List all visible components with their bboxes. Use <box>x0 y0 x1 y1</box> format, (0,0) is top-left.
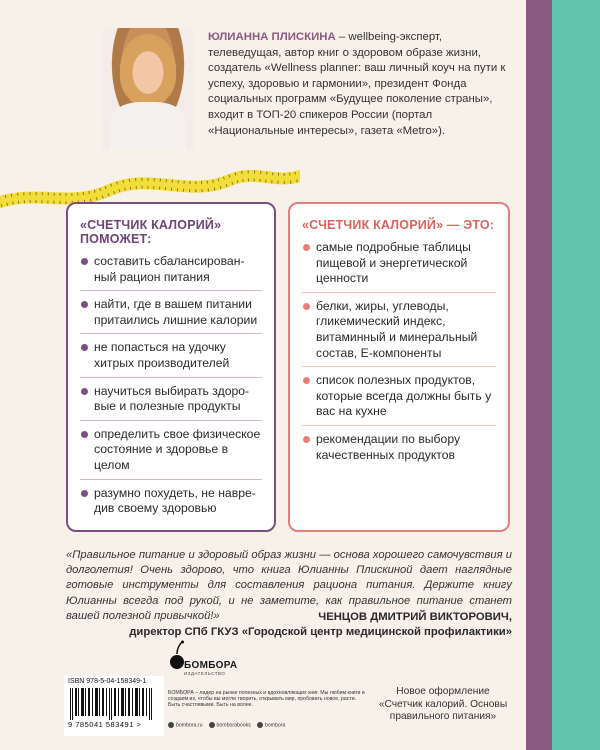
bombora-logo <box>168 640 238 680</box>
social-link-telegram[interactable] <box>257 722 285 728</box>
list-item: самые подробные таблицы пищевой и энергетической ценности <box>302 240 496 293</box>
isbn-text: ISBN 978-5-04-158349-1 <box>68 678 147 685</box>
telegram-icon <box>257 722 263 728</box>
social-link-label: bombora <box>264 722 286 729</box>
social-link-site[interactable] <box>168 722 203 728</box>
list-item: определить свое физическое состояние и здоровье в целом <box>80 427 262 480</box>
logo-name: БОМБОРА <box>184 660 238 671</box>
list-item: белки, жиры, углеводы, гликемический индекс, витаминный и минеральный состав, Е-компоненты <box>302 299 496 367</box>
edition-note: Новое оформление «Счетчик калорий. Основы правильного питания» <box>378 686 508 723</box>
left-box-title: «СЧЕТЧИК КАЛОРИЙ» ПОМОЖЕТ: <box>80 218 222 246</box>
right-box-title: «СЧЕТЧИК КАЛОРИЙ» — ЭТО: <box>302 218 495 232</box>
publisher-description: БОМБОРА – лидер на рынке полезных и вдохновляющих книг. Мы любим книги и создаем их, чтобы вы могли творить, открывать мир, пробовать новое, расти. Быть счастливыми. Быть на волне. <box>168 690 365 709</box>
barcode-icon <box>68 688 160 720</box>
testimonial-signature <box>66 610 512 641</box>
signer-name: ЧЕНЦОВ ДМИТРИЙ ВИКТОРОВИЧ, <box>318 611 512 623</box>
author-photo-head <box>120 34 176 104</box>
list-item: рекомендации по выбору качественных продуктов <box>302 432 496 469</box>
list-item: не попасться на удочку хитрых производителей <box>80 340 262 377</box>
vk-icon <box>209 722 215 728</box>
logo-subtitle: ИЗДАТЕЛЬСТВО <box>184 671 226 676</box>
teal-stripe <box>552 0 600 750</box>
calorie-counter-helps-box <box>66 202 276 532</box>
author-photo-body <box>110 102 186 150</box>
author-bio <box>208 30 508 139</box>
calorie-counter-is-box <box>288 202 510 532</box>
social-link-label: bombora.ru <box>176 722 203 729</box>
list-item: разумно похудеть, не навредив своему здоровью <box>80 486 262 523</box>
list-item: научиться выбирать здоровые и полезные продукты <box>80 384 262 421</box>
globe-icon <box>168 722 174 728</box>
barcode <box>64 676 164 736</box>
signer-position: директор СПб ГКУЗ «Городской центр медицинской профилактики» <box>129 626 512 639</box>
testimonial-quote: «Правильное питание и здоровый образ жизни — основа хорошего самочувствия и долголетия! Очень здорово, что книга Юлианны Плискиной дает наглядные готовые инструменты для составления рациона питания. Держите книгу Юлианны всегда под рукой, и не заметите, как правильное питание станет вашей полезной привычкой!» <box>66 549 512 622</box>
list-item: найти, где в вашем питании притаились лишние калории <box>80 297 262 334</box>
barcode-number: 9 785041 583491 > <box>68 720 142 729</box>
list-item: составить сбалансированный рацион питания <box>80 254 262 291</box>
author-bio-text: – wellbeing-эксперт, телеведущая, автор книг о здоровом образе жизни, создатель «Wellness planner: ваш личный коуч на пути к успеху, здоровью и гармонии», президент Фонда социальных программ «Будущее поколение страны», входит в ТОП-20 спикеров России (портал «Национальные интересы», газета «Metro»). <box>208 31 506 137</box>
social-link-label: bomborabooks <box>216 722 251 729</box>
social-links <box>168 722 368 728</box>
list-item: список полезных продуктов, которые всегда должны быть у вас на кухне <box>302 373 496 426</box>
purple-stripe <box>526 0 552 750</box>
social-link-vk[interactable] <box>209 722 251 728</box>
author-name: ЮЛИАННА ПЛИСКИНА <box>208 31 336 43</box>
author-photo <box>102 28 194 150</box>
